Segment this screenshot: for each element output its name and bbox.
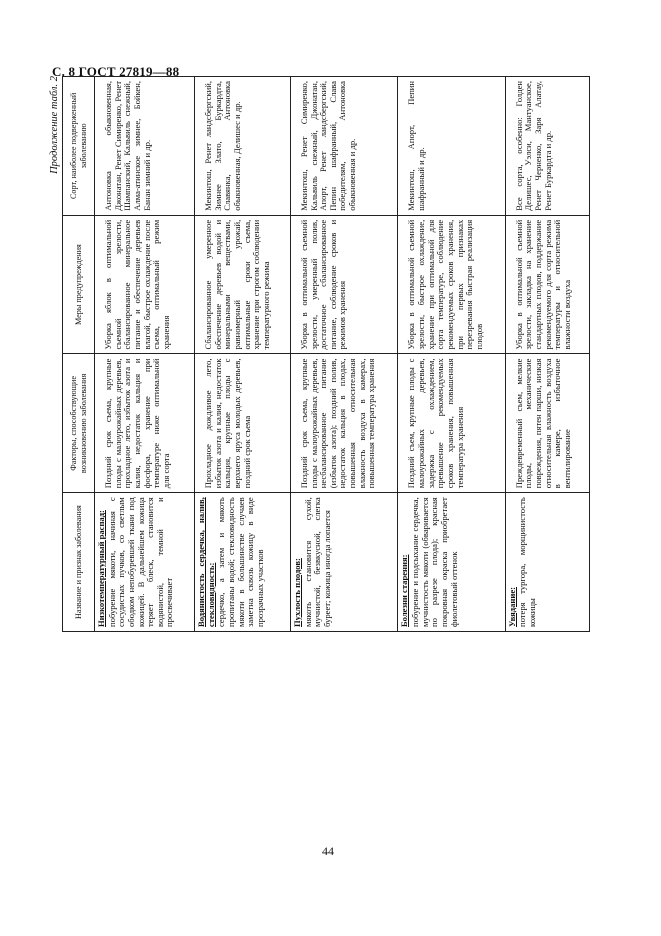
varieties-cell	[290, 77, 397, 216]
varieties-text: Все сорта, особенно: Голден Делишес, Уэлси, Мантуанское, Ренет Черненко, Заря Алатау, Ренет Буркардта и др.	[513, 81, 553, 211]
column-header-prevention: Меры предупреждения	[63, 215, 95, 354]
prevention-cell	[398, 215, 505, 354]
factors-cell	[398, 354, 505, 493]
prevention-cell	[195, 215, 291, 354]
prevention-cell	[505, 215, 589, 354]
disease-cell	[195, 493, 291, 632]
table-continuation-label: Продолжение табл. 2	[49, 76, 60, 174]
prevention-cell	[95, 215, 195, 354]
column-header-varieties: Сорт, наиболее подверженный заболеванию	[63, 77, 95, 216]
factors-text: Прохладное дождливое лето, избыток азота и калия, недостаток кальция, крупные плоды с верхнего яруса молодых деревьев, поздний срок съема	[203, 358, 252, 489]
factors-text: Преждевременный съем, мелкие плоды, механические повреждения, пятен парши, низкая относительная влажность воздуха в камере, избыточное вентилирование	[513, 358, 572, 489]
disease-cell	[398, 493, 505, 632]
diseases-table	[62, 76, 590, 632]
varieties-cell	[195, 77, 291, 216]
prevention-text: Уборка яблок в оптимальной съемной зрелости, сбалансированное минеральное питание и обеспечение деревьев влагой, быстрое охлаждение после съема, оптимальный режим хранения	[103, 219, 171, 350]
prevention-cell	[290, 215, 397, 354]
table-row	[195, 77, 291, 632]
varieties-text: Мекинтош, Ренет Симиренко, Кальвиль снежный, Джонатан, Апорт, Ренет ландсбергский, Пепин шафранный, Слава победителям, Антоновка обыкновенная и др.	[298, 81, 358, 211]
disease-cell	[95, 493, 195, 632]
table-row	[290, 77, 397, 632]
factors-cell	[95, 354, 195, 493]
disease-description: мякоть становится сухой, мучнистой, безвкусной, слегка буреет; кожица иногда лопается	[302, 497, 332, 627]
factors-text: Поздний срок съема, крупные плоды с малоурожайных деревьев, прохладное лето, избыток азота и калия, недостаток кальция и фосфора, хранение при температуре ниже оптимальной для сорта	[103, 358, 171, 489]
table-row	[505, 77, 589, 632]
rotated-content	[49, 76, 590, 632]
rotated-table-area	[49, 76, 590, 660]
prevention-text: Сбалансированное умеренное обеспечение деревьев водой и минеральными веществами, равномерный урожай, оптимальные сроки съема, хранение при строгом соблюдении температурного режима	[203, 219, 271, 350]
disease-description: побурение и подсыхание сердечка, мучнистость мякоти (обваривается по разрезе плода); красная покровная окраска приобретает фиолетовый оттенок	[410, 497, 459, 627]
disease-cell	[505, 493, 589, 632]
disease-name: Низкотемпературный распад:	[96, 510, 106, 627]
table-row	[95, 77, 195, 632]
factors-text: Поздний срок съема, крупные плоды с малоурожайных деревьев, несбалансированное питание (избыток азота); поздний полив, недостаток кальция в плодах, повышенная относительная влажность воздуха в камерах, повышенная температура хранения	[298, 358, 377, 489]
varieties-text: Антоновка обыкновенная, Джонатан, Ренет Симиренко, Ренет Шампанский, Кальвиль снежный, Алма-атинское зимнее, Бойкен, Банан зимний и др.	[103, 81, 152, 211]
disease-description: сердечко, а затем и мякоть пропитаны водой; стекловидность мякоти в большинстве случаев заметна сквозь кожицу в виде прозрачных участков	[216, 497, 265, 627]
column-header-name: Название и признак заболевания	[63, 493, 95, 632]
disease-name: Водянистость сердечка, налив, стекловидность:	[196, 497, 216, 627]
varieties-cell	[398, 77, 505, 216]
factors-cell	[505, 354, 589, 493]
prevention-text: Уборка в оптимальной съемной зрелости, быстрое охлаждение, хранение при оптимальной для сорта температуре, соблюдение рекомендуемых сроков хранения, при первых признаках перезревания быстрая реализация плодов	[406, 219, 484, 350]
disease-name: Болезни старения:	[399, 554, 410, 627]
varieties-text: Мекинтош, Ренет ландсбергский, Зимнее Злато, Буркардта, Славянка, Антоновка обыкновенная, Делишес и др.	[203, 81, 243, 211]
column-header-factors: Факторы, способствующие возникновению заболевания	[63, 354, 95, 493]
disease-description: побурение мякоти, начиная с сосудистых пучков, со светлым ободком непобуревшей ткани под кожицей. В дальнейшем кожица теряет блеск, становится водянистой, темной и просвечивает	[106, 497, 175, 627]
disease-name: Пухлость плодов:	[291, 558, 302, 627]
disease-description: потеря тургора, морщинистость кожицы	[517, 497, 538, 627]
page-number: 44	[322, 844, 334, 858]
factors-cell	[195, 354, 291, 493]
varieties-cell	[95, 77, 195, 216]
factors-cell	[290, 354, 397, 493]
varieties-cell	[505, 77, 589, 216]
disease-name: Увядание:	[506, 586, 517, 627]
page-header: С. 8 ГОСТ 27819—88	[52, 64, 180, 79]
factors-text: Поздний съем, крупные плоды с малоурожайных деревьев, задержка с охлаждением, превышение рекомендуемых сроков хранения, повышенная температура хранения	[406, 358, 465, 489]
prevention-text: Уборка в оптимальной съемной зрелости, закладка на хранение стандартных плодов, поддержание рекомендуемого для сорта режима температуры и относительной влажности воздуха	[513, 219, 572, 350]
varieties-text: Мекинтош, Апорт, Пепин шафранный и др.	[406, 81, 426, 211]
prevention-text: Уборка в оптимальной съемной зрелости, умеренный полив, достаточное сбалансированное питание, соблюдение сроков и режимов хранения	[298, 219, 348, 350]
disease-cell	[290, 493, 397, 632]
table-row	[398, 77, 505, 632]
table-header-row	[63, 77, 95, 632]
